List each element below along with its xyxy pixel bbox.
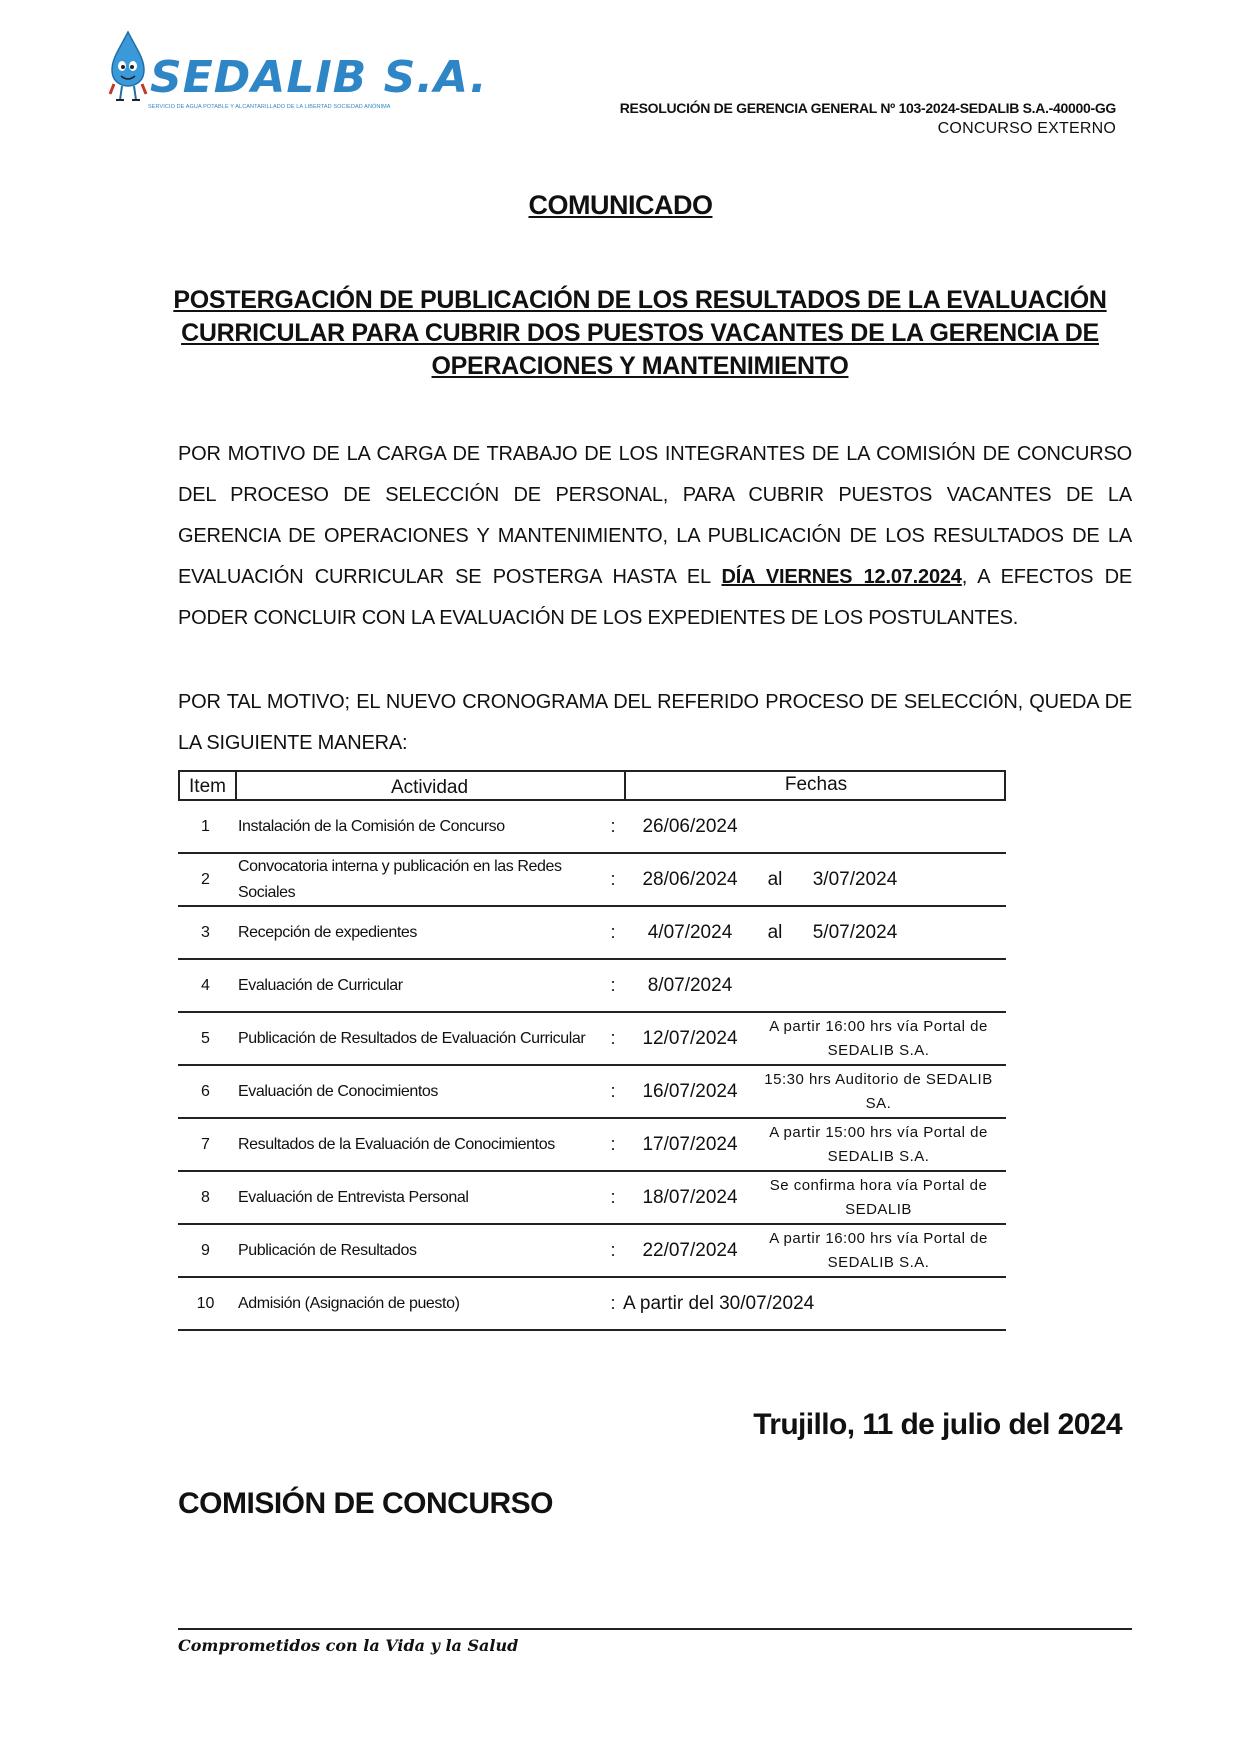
row-item-number: 10 bbox=[196, 1294, 215, 1312]
table-row bbox=[178, 1013, 1006, 1066]
row-note: A partir 15:00 hrs vía Portal de SEDALIB S.A. bbox=[769, 1123, 988, 1165]
row-note: Se confirma hora vía Portal de SEDALIB bbox=[769, 1176, 988, 1218]
subtitle-line: OPERACIONES Y MANTENIMIENTO bbox=[431, 352, 849, 380]
row-activity: Instalación de la Comisión de Concurso bbox=[238, 817, 505, 835]
row-activity: Publicación de Resultados bbox=[238, 1241, 417, 1259]
table-row bbox=[178, 1225, 1006, 1278]
row-note: A partir 16:00 hrs vía Portal de SEDALIB S.A. bbox=[769, 1229, 988, 1271]
resolution-number: RESOLUCIÓN DE GERENCIA GENERAL Nº 103-2024-SEDALIB S.A.-40000-GG bbox=[619, 100, 1116, 116]
row-activity: Evaluación de Conocimientos bbox=[238, 1082, 438, 1100]
document-title: COMUNICADO bbox=[528, 190, 713, 220]
header-activity: Actividad bbox=[235, 772, 626, 799]
paragraph-text: , A EFECTOS DE PODER CONCLUIR CON LA EVALUACIÓN DE LOS EXPEDIENTES DE LOS POSTULANTES. bbox=[178, 566, 1133, 629]
highlight-date: DÍA VIERNES 12.07.2024 bbox=[721, 566, 962, 588]
water-drop-mascot-icon bbox=[106, 30, 152, 102]
footer-divider bbox=[178, 1628, 1132, 1630]
row-item-number: 6 bbox=[201, 1082, 210, 1100]
schedule-intro-paragraph: POR TAL MOTIVO; EL NUEVO CRONOGRAMA DEL REFERIDO PROCESO DE SELECCIÓN, QUEDA DE LA SIGUIENTE MANERA: bbox=[178, 691, 1132, 754]
paragraph-text: POR MOTIVO DE LA CARGA DE TRABAJO DE LOS INTEGRANTES DE LA COMISIÓN DE CONCURSO DEL PROCESO DE SELECCIÓN DE PERSONAL, PARA CUBRIR PUESTOS VACANTES DE LA GERENCIA DE OPERACIONES Y MANTENIMIENTO, LA PUBLICACIÓN DE LOS RESULTADOS DE LA EVALUACIÓN CURRICULAR SE POSTERGA HASTA EL bbox=[178, 443, 1132, 588]
row-colon: : bbox=[610, 1134, 616, 1154]
footer-slogan: Comprometidos con la Vida y la Salud bbox=[178, 1636, 519, 1655]
row-colon: : bbox=[610, 1028, 616, 1048]
row-note: 15:30 hrs Auditorio de SEDALIB SA. bbox=[764, 1070, 993, 1112]
row-colon: : bbox=[610, 1081, 616, 1101]
row-activity: Convocatoria interna y publicación en las Redes Sociales bbox=[238, 857, 562, 901]
signature-committee: COMISIÓN DE CONCURSO bbox=[178, 1487, 554, 1520]
row-date: 28/06/2024 bbox=[642, 868, 738, 890]
row-colon: : bbox=[610, 1187, 616, 1207]
resolution-block bbox=[620, 100, 1116, 138]
row-date: 22/07/2024 bbox=[642, 1239, 738, 1261]
row-activity: Resultados de la Evaluación de Conocimientos bbox=[238, 1135, 555, 1153]
row-item-number: 1 bbox=[201, 817, 210, 835]
row-activity: Admisión (Asignación de puesto) bbox=[238, 1294, 460, 1312]
schedule-header-row bbox=[178, 770, 1006, 801]
header-item: Item bbox=[180, 772, 237, 799]
row-activity: Evaluación de Entrevista Personal bbox=[238, 1188, 469, 1206]
header-dates: Fechas bbox=[784, 774, 848, 795]
table-row bbox=[178, 854, 1006, 907]
row-activity: Recepción de expedientes bbox=[238, 923, 417, 941]
row-end-date: 3/07/2024 bbox=[812, 868, 898, 890]
notice-paragraph bbox=[178, 434, 1132, 639]
company-logo bbox=[104, 30, 488, 115]
row-date: 18/07/2024 bbox=[642, 1186, 738, 1208]
place-and-date: Trujillo, 11 de julio del 2024 bbox=[753, 1408, 1122, 1441]
table-row bbox=[178, 1066, 1006, 1119]
table-row bbox=[178, 1278, 1006, 1331]
table-row bbox=[178, 1119, 1006, 1172]
schedule-table bbox=[178, 770, 1006, 1331]
row-item-number: 2 bbox=[201, 870, 210, 888]
row-date-separator: al bbox=[767, 868, 783, 890]
row-item-number: 7 bbox=[201, 1135, 210, 1153]
row-colon: : bbox=[610, 1293, 616, 1313]
row-colon: : bbox=[610, 869, 616, 889]
row-date: 4/07/2024 bbox=[647, 921, 733, 943]
row-date: 26/06/2024 bbox=[642, 815, 738, 837]
row-colon: : bbox=[610, 1240, 616, 1260]
row-activity: Evaluación de Curricular bbox=[238, 976, 403, 994]
contest-type: CONCURSO EXTERNO bbox=[937, 120, 1116, 137]
row-date: 12/07/2024 bbox=[642, 1027, 738, 1049]
row-date: 16/07/2024 bbox=[642, 1080, 738, 1102]
subtitle-line: POSTERGACIÓN DE PUBLICACIÓN DE LOS RESULTADOS DE LA EVALUACIÓN bbox=[173, 286, 1107, 314]
row-item-number: 4 bbox=[201, 976, 210, 994]
schedule-rows bbox=[178, 801, 1006, 1331]
row-note: A partir 16:00 hrs vía Portal de SEDALIB S.A. bbox=[769, 1017, 988, 1059]
row-date: 17/07/2024 bbox=[642, 1133, 738, 1155]
table-row bbox=[178, 801, 1006, 854]
row-date-range: A partir del 30/07/2024 bbox=[623, 1292, 815, 1314]
row-item-number: 5 bbox=[201, 1029, 210, 1047]
logo-text: SEDALIB S.A. bbox=[150, 52, 488, 103]
document-subtitle bbox=[170, 284, 1110, 383]
row-date-separator: al bbox=[767, 921, 783, 943]
row-end-date: 5/07/2024 bbox=[812, 921, 898, 943]
logo-subtext: SERVICIO DE AGUA POTABLE Y ALCANTARILLADO DE LA LIBERTAD SOCIEDAD ANÓNIMA bbox=[148, 104, 391, 110]
subtitle-line: CURRICULAR PARA CUBRIR DOS PUESTOS VACANTES DE LA GERENCIA DE bbox=[181, 319, 1099, 347]
row-colon: : bbox=[610, 816, 616, 836]
table-row bbox=[178, 960, 1006, 1013]
row-item-number: 3 bbox=[201, 923, 210, 941]
row-item-number: 9 bbox=[201, 1241, 210, 1259]
table-row bbox=[178, 1172, 1006, 1225]
row-colon: : bbox=[610, 922, 616, 942]
row-date: 8/07/2024 bbox=[647, 974, 733, 996]
table-row bbox=[178, 907, 1006, 960]
row-colon: : bbox=[610, 975, 616, 995]
row-activity: Publicación de Resultados de Evaluación Curricular bbox=[238, 1029, 586, 1047]
row-item-number: 8 bbox=[201, 1188, 210, 1206]
